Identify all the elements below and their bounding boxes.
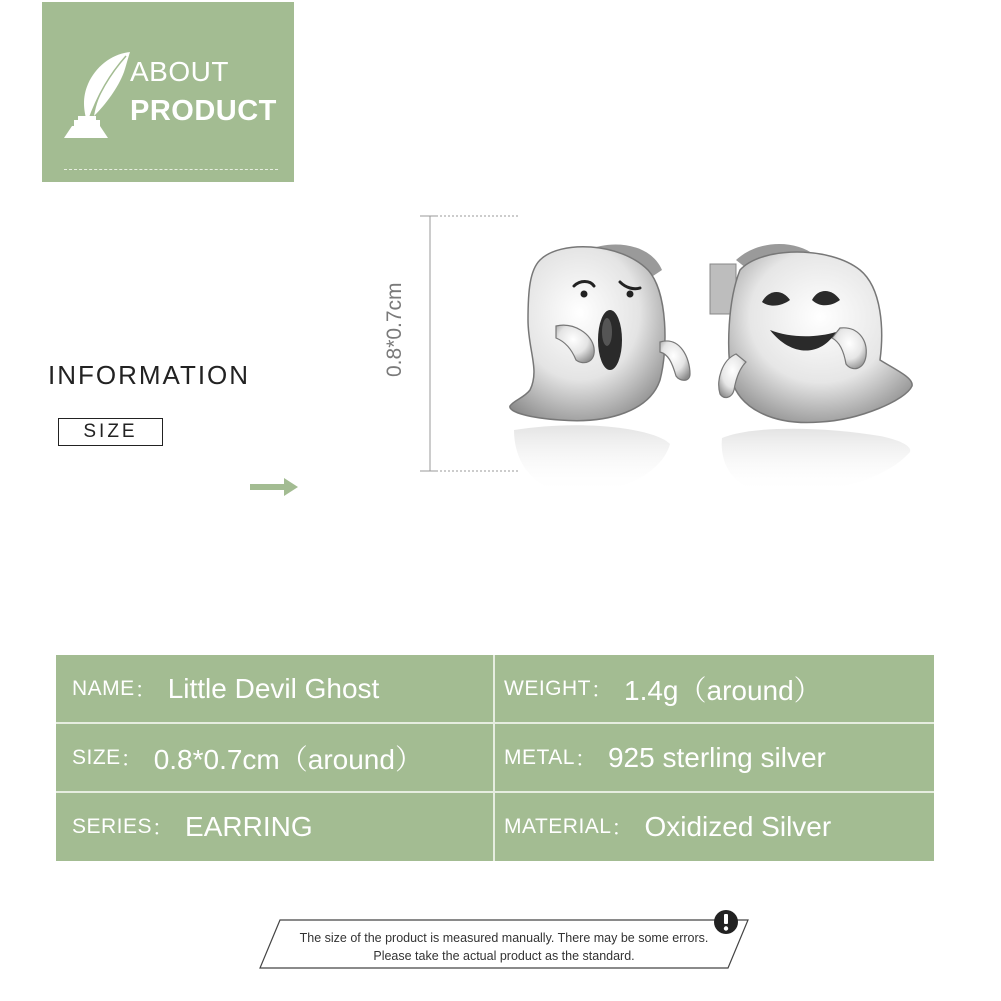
spec-key: WEIGHT: [504, 677, 591, 700]
spec-cell: [504, 793, 924, 861]
spec-separator: ：: [591, 679, 612, 702]
spec-separator: ：: [152, 817, 174, 840]
spec-separator: ：: [574, 748, 596, 771]
spec-key: NAME: [72, 677, 135, 700]
table-row: [56, 655, 934, 723]
table-row: [56, 793, 934, 861]
spec-value: 1.4g（around）: [624, 675, 822, 706]
information-heading: INFORMATION: [48, 360, 251, 390]
spec-value: EARRING: [185, 811, 313, 842]
spec-separator: ：: [134, 679, 156, 702]
spec-value: Oxidized Silver: [644, 811, 832, 842]
spec-key: MATERIAL: [504, 815, 612, 838]
table-column-divider: [493, 655, 495, 861]
spec-value: 0.8*0.7cm（around）: [153, 744, 423, 775]
spec-value: 925 sterling silver: [607, 742, 826, 773]
disclaimer-line1: The size of the product is measured manually. There may be some errors.: [299, 931, 709, 945]
about-divider: [64, 169, 278, 170]
spec-separator: ：: [120, 748, 142, 771]
size-tab: SIZE: [58, 418, 163, 446]
spec-cell: [504, 655, 924, 723]
spec-key: SIZE: [72, 746, 121, 769]
spec-key: METAL: [504, 746, 575, 769]
about-title-line2: PRODUCT: [130, 95, 277, 127]
height-measurement-label: 0.8*0.7cm: [383, 282, 406, 377]
about-product-banner: [42, 2, 294, 182]
arrow-right-icon: [250, 478, 298, 496]
ghost-earrings-image: [500, 230, 925, 520]
spec-key: SERIES: [72, 815, 153, 838]
spec-cell: [504, 724, 924, 792]
spec-table: [56, 655, 934, 861]
exclamation-icon: [713, 909, 739, 935]
spec-cell: [72, 655, 492, 723]
about-title-line1: ABOUT: [130, 56, 229, 87]
quill-inkwell-icon: [60, 48, 138, 144]
spec-value: Little Devil Ghost: [167, 673, 380, 704]
spec-cell: [72, 793, 492, 861]
disclaimer-line2: Please take the actual product as the standard.: [373, 949, 635, 963]
table-row: [56, 724, 934, 792]
measurement-disclaimer: [258, 918, 750, 970]
spec-separator: ：: [611, 817, 633, 840]
spec-cell: [72, 724, 492, 792]
